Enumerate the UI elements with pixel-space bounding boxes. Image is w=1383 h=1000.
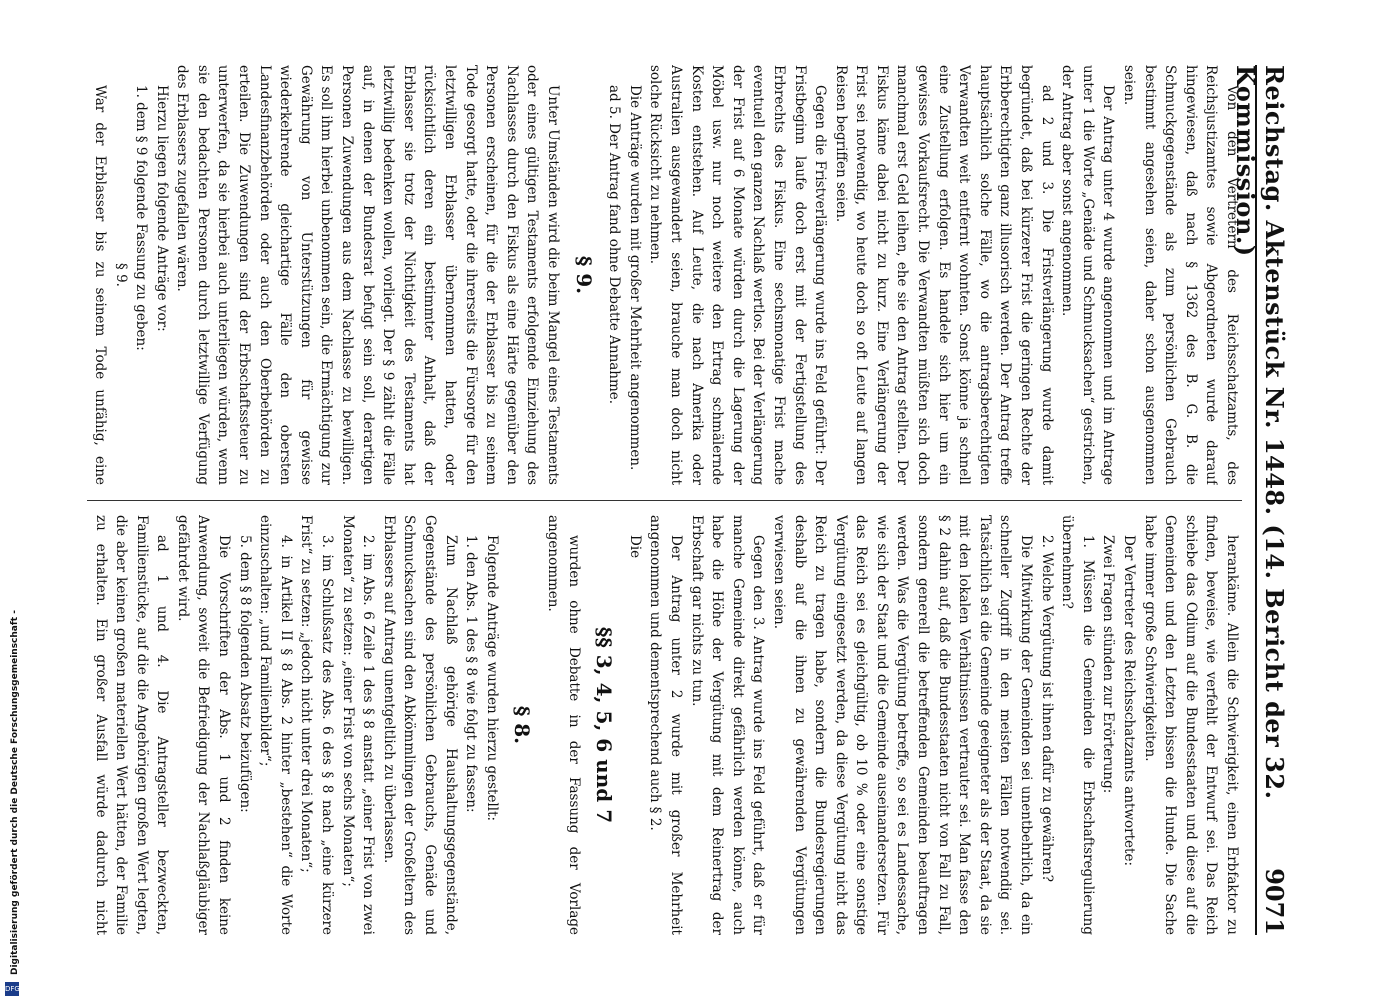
- paragraph: Der Antrag unter 4 wurde angenommen und im Antrage unter 1 die Worte „Genäde und Schmucksachen“ gestrichen, der Antrag aber sonst angenommen.: [1058, 65, 1116, 485]
- footer-credit: [5, 390, 20, 993]
- paragraph: Gegen den 3. Antrag wurde ins Feld geführt, daß er für manche Gemeinde direkt gefährlich werden könne, auch habe die Höhe der Vergütung mit dem Reinertrag der Erbschaft gar nichts zu tun.: [688, 515, 766, 935]
- paragraph: War der Erblasser bis zu seinem Tode unfähig, eine: [91, 85, 108, 485]
- footer-text: Digitalisierung gefördert durch die Deutsche Forschungsgemeinschaft -: [10, 610, 20, 975]
- paragraph: 3. im Schlußsatz des Abs. 6 des § 8 nach „eine kürzere Frist“ zu setzen: „jedoch nicht unter drei Monaten“;: [297, 515, 335, 935]
- column-divider: [87, 500, 1242, 501]
- document-page: [67, 35, 1317, 965]
- paragraph: herankäme. Allein die Schwierigkeit, einen Erbfaktor zu finden, beweise, wie verfehlt der Entwurf sei. Das Reich schiebe das Odium auf die Bundesstaaten und diese auf die Gemeinden und den Letzten bissen die Hunde. Die Sache habe immer große Schwierigkeiten.: [1141, 515, 1240, 935]
- paragraph: Von den Vertretern des Reichsschatzamts, des Reichsjustizamtes sowie Abgeordneten wurde darauf hingewiesen, daß nach § 1362 des B. G. B. die Schmuckgegenstände als zum persönlichen Gebrauch bestimmt angesehen seien, daher schon ausgenommen seien.: [1120, 65, 1240, 485]
- paragraph: Unter Umständen wird die beim Mangel eines Testaments oder eines gültigen Testaments erfolgende Einziehung des Nachlasses durch den Fiskus als eine Härte gegenüber den Personen erscheinen, für die der Erblasser bis zu seinem Tode gesorgt hatte, oder die ihrerseits die Fürsorge für den letztwilligen Erblasser übernommen hatten, oder rücksichtlich deren ein bestimmter Anhalt, daß der Erblasser sie trotz der Nichtigkeit des Testaments hat letztwillig bedenken wollen, vorliegt. Der § 9 zählt die Fälle auf, in denen der Bundesrat befugt sein soll, derartigen Personen Zuwendungen aus dem Nachlasse zu bewilligen. Es soll ihm hierbei unbenommen sein, die Ermächtigung zur Gewährung von Unterstützungen für gewisse wiederkehrende gleichartige Fälle den obersten Landesfinanzbehörden oder auch den Oberbehörden zu erteilen. Die Zuwendungen sind der Erbschaftssteuer zu unterwerfen, da sie hierbei auch unterliegen würden, wenn sie den bedachten Personen durch letztwillige Verfügung des Erblassers zugefallen wären.: [173, 65, 561, 485]
- paragraph: 1. dem § 9 folgende Fassung zu geben:: [132, 85, 149, 351]
- paragraph: Hierzu liegen folgende Anträge vor:: [153, 85, 170, 332]
- paragraph: Folgende Anträge wurden hierzu gestellt:: [483, 535, 500, 822]
- header-title: Reichstag. Aktenstück Nr. 1448. (14. Bericht der 32. Kommission.): [1230, 65, 1289, 800]
- dfg-logo: DFG: [5, 982, 19, 996]
- paragraph: ad 1 und 4. Die Antragsteller bezweckten, Familienstücke, auf die die Angehörigen großen Wert legten, die aber keinen großen materiellen Wert hätten, der Familie zu erhalten. Ein großer Ausfall würde dadurch nicht: [92, 515, 170, 935]
- right-column: [87, 515, 1242, 935]
- paragraph: 1. den Abs. 1 des § 8 wie folgt zu fassen:: [462, 535, 479, 813]
- paragraph: Die: [626, 535, 643, 559]
- paragraph: 2. im Abs. 6 Zeile 1 des § 8 anstatt „einer Frist von zwei Monaten“ zu setzen: „einer Frist von sechs Monaten“;: [339, 515, 376, 935]
- paragraph: 5. dem § 8 folgenden Absatz beizufügen:: [236, 535, 253, 813]
- page-header: [1230, 65, 1297, 935]
- paragraph: wurden ohne Debatte in der Fassung der Vorlage angenommen.: [544, 515, 582, 935]
- paragraph: Der Vertreter des Reichsschatzamts antwortete:: [1120, 535, 1137, 866]
- paragraph: Die Anträge wurden mit großer Mehrheit angenommen.: [626, 85, 643, 471]
- paragraph: Gegen die Fristverlängerung wurde ins Feld geführt: Der Fristbeginn laufe doch erst mit der Fertigstellung des Erbrechts des Fiskus. Eine sechsmonatige Frist mache eventuell den ganzen Nachlaß wertlos. Bei der Verlängerung der Frist auf 6 Monate würden durch die Lagerung der Möbel usw. nur noch weitere den Ertrag schmälernde Kosten entstehen. Auf Leute, die nach Amerika oder Australien ausgewandert seien, brauche man doch nicht solche Rücksicht zu nehmen.: [646, 65, 828, 485]
- section-heading: §§ 3, 4, 5, 6 und 7: [591, 626, 616, 824]
- paragraph: ad 2 und 3. Die Fristverlängerung wurde damit begründet, daß bei kürzerer Frist die geringen Rechte der Erbberechtigten ganz illusorisch werden. Der Antrag treffe hauptsächlich solche Fälle, wo die antragsberechtigten Verwandten weit entfernt wohnten. Sonst könne ja schnell eine Zustellung erfolgen. Es handele sich hier um ein gewisses Vorkaufsrecht. Die Verwandten müßten sich doch manchmal erst Geld leihen, ehe sie den Antrag stellten. Der Fiskus käme dabei nicht zu kurz. Eine Verlängerung der Frist sei notwendig, wo heute doch so oft Leute auf langen Reisen begriffen seien.: [832, 65, 1055, 485]
- paragraph: Die Vorschriften der Abs. 1 und 2 finden keine Anwendung, soweit die Befriedigung der Nachlaßgläubiger gefährdet wird.: [174, 515, 232, 935]
- paragraph: ad 5. Der Antrag fand ohne Debatte Annahme.: [605, 85, 622, 405]
- paragraph: 4. in Artikel II § 8 Abs. 2 hinter „bestehen“ die Worte einzuschalten: „und Familienbilder“;: [256, 515, 294, 935]
- page-number: 9071: [1259, 868, 1289, 935]
- section-heading: § 9.: [571, 255, 596, 295]
- left-column: [87, 65, 1242, 485]
- paragraph: Die Mitwirkung der Gemeinden sei unentbehrlich, da ein schneller Zugriff in den meisten Fällen notwendig sei. Tatsächlich sei die Gemeinde geeigneter als der Staat, da sie mit den lokalen Verhältnissen vertrauter sei. Man fasse den § 2 dahin auf, daß die Bundesstaaten nicht von Fall zu Fall, sondern generell die betreffenden Gemeinden beauftragen werden. Was die Vergütung betreffe, so sei es Landessache, wie sich der Staat und die Gemeinde auseinandersetzen. Für das Reich sei es gleichgültig, ob 10 % oder eine sonstige Vergütung eingesetzt werden, da diese Vergütung nicht das Reich zu tragen habe, sondern die Bundesregierungen deshalb auf die ihnen zu gewährenden Vergütungen verwiesen seien.: [770, 515, 1034, 935]
- paragraph: Zwei Fragen stünden zur Erörterung:: [1099, 535, 1116, 794]
- section-heading: § 8.: [509, 705, 534, 745]
- paragraph: Der Antrag unter 2 wurde mit großer Mehrheit angenommen und dementsprechend auch § 2.: [646, 515, 684, 935]
- section-label: § 9.: [112, 263, 129, 287]
- paragraph: 1. Müssen die Gemeinden die Erbschaftsregulierung übernehmen?: [1058, 515, 1096, 935]
- paragraph: 2. Welche Vergütung ist ihnen dafür zu gewähren?: [1038, 535, 1055, 882]
- paragraph: Zum Nachlaß gehörige Haushaltungsgegenstände, Gegenstände des persönlichen Gebrauchs, Genäde und Schmucksachen sind den Abkömmlingen der Großeltern des Erblassers auf Antrag unentgeltlich zu überlassen.: [380, 515, 459, 935]
